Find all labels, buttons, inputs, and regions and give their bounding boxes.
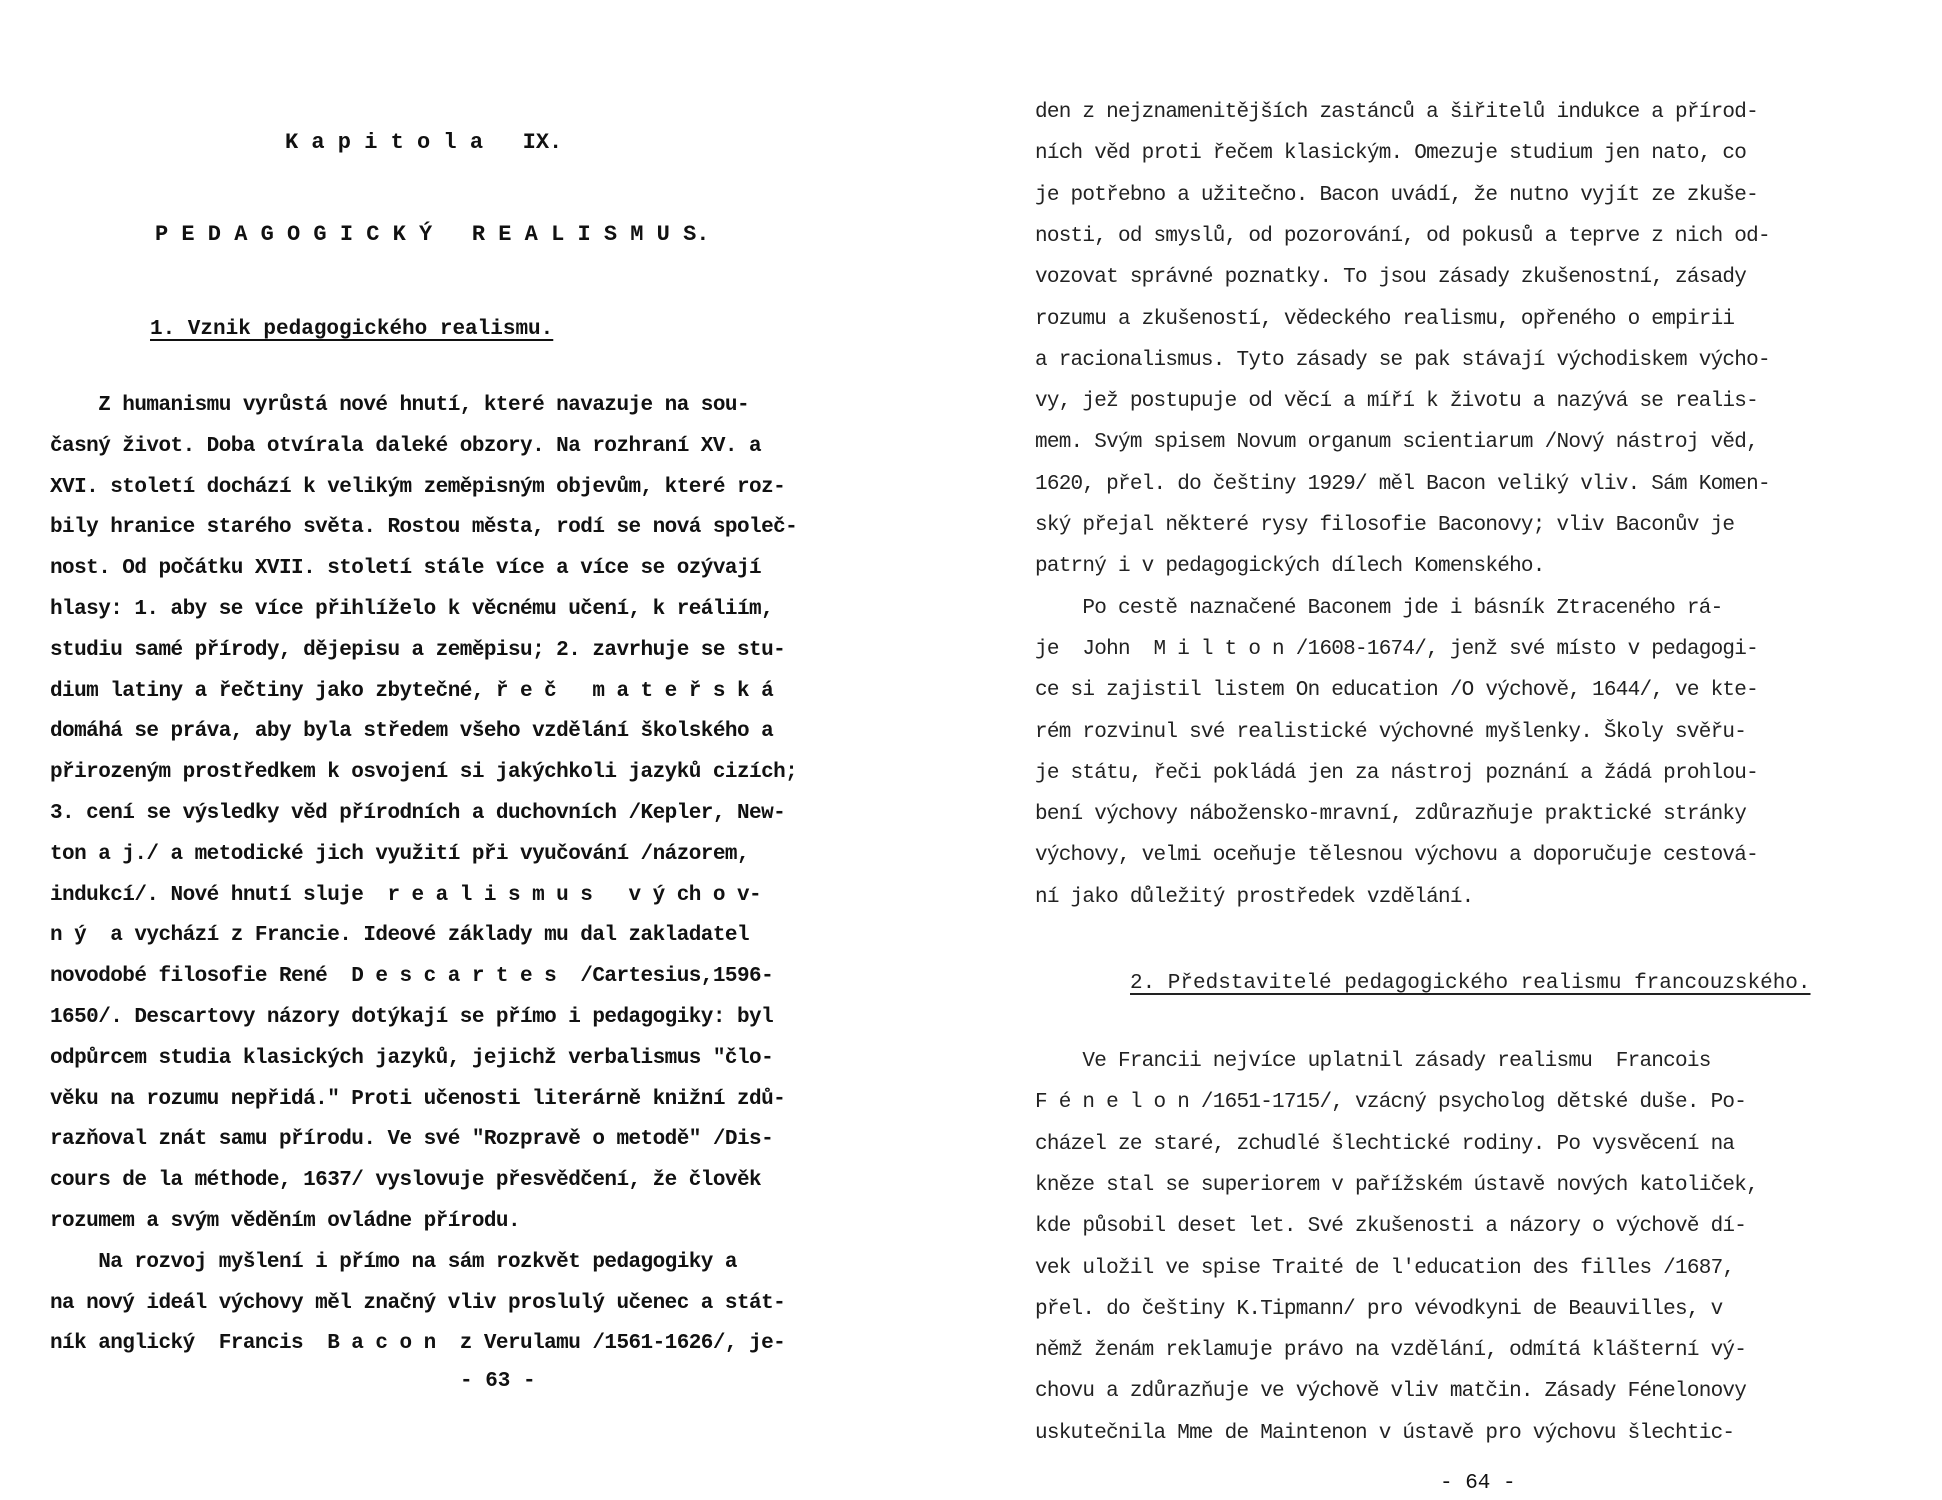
text-line: a racionalismus. Tyto zásady se pak stávají východiskem výcho-	[1035, 348, 1770, 372]
text-line: vozovat správné poznatky. To jsou zásady zkušenostní, zásady	[1035, 266, 1747, 290]
text-line: mem. Svým spisem Novum organum scientiarum /Nový nástroj věd,	[1035, 431, 1758, 455]
section-heading: 1. Vznik pedagogického realismu.	[150, 318, 554, 341]
page-number: - 64 -	[1440, 1472, 1516, 1495]
text-line: je John M i l t o n /1608-1674/, jenž své místo v pedagogi-	[1035, 637, 1758, 661]
text-line: odpůrcem studia klasických jazyků, jejichž verbalismus "člo-	[50, 1046, 774, 1070]
text-line: je potřebno a užitečno. Bacon uvádí, že nutno vyjít ze zkuše-	[1035, 183, 1758, 207]
text-line: ník anglický Francis B a c o n z Verulamu /1561-1626/, je-	[50, 1332, 786, 1356]
chapter-title: K a p i t o l a IX.	[285, 130, 563, 155]
text-line: přirozeným prostředkem k osvojení si jakýchkoli jazyků cizích;	[50, 761, 798, 785]
text-line: patrný i v pedagogických dílech Komenského.	[1035, 555, 1545, 579]
text-line: ních věd proti řečem klasickým. Omezuje studium jen nato, co	[1035, 142, 1747, 166]
section-heading: 2. Představitelé pedagogického realismu francouzského.	[1130, 972, 1811, 995]
text-line: Po cestě naznačené Baconem jde i básník Ztraceného rá-	[1035, 596, 1723, 620]
text-line: n ý a vychází z Francie. Ideové základy mu dal zakladatel	[50, 924, 750, 948]
text-line: XVI. století dochází k velikým zeměpisným objevům, které roz-	[50, 475, 786, 499]
text-line: Na rozvoj myšlení i přímo na sám rozkvět pedagogiky a	[50, 1250, 737, 1274]
text-line: rém rozvinul své realistické výchovné myšlenky. Školy svěřu-	[1035, 720, 1747, 744]
text-line: kněze stal se superiorem v pařížském ústavě nových katoliček,	[1035, 1173, 1758, 1197]
text-line: rozumu a zkušeností, vědeckého realismu, opřeného o empirii	[1035, 307, 1735, 331]
text-line: uskutečnila Mme de Maintenon v ústavě pro výchovu šlechtic-	[1035, 1421, 1735, 1445]
text-line: kde působil deset let. Své zkušenosti a názory o výchově dí-	[1035, 1215, 1747, 1239]
text-line: 1650/. Descartovy názory dotýkají se přímo i pedagogiky: byl	[50, 1006, 774, 1029]
chapter-subtitle: P E D A G O G I C K Ý R E A L I S M U S.	[155, 222, 710, 247]
text-line: domáhá se práva, aby byla středem všeho vzdělání školského a	[50, 720, 774, 744]
text-line: časný život. Doba otvírala daleké obzory. Na rozhraní XV. a	[50, 434, 762, 458]
text-line: 3. cení se výsledky věd přírodních a duchovních /Kepler, New-	[50, 802, 786, 825]
text-line: 1620, přel. do češtiny 1929/ měl Bacon veliký vliv. Sám Komen-	[1035, 472, 1770, 496]
text-line: výchovy, velmi oceňuje tělesnou výchovu a doporučuje cestová-	[1035, 844, 1758, 868]
text-line: dium latiny a řečtiny jako zbytečné, ř e č m a t e ř s k á	[50, 679, 774, 703]
right-page	[1035, 0, 1915, 1500]
left-page	[50, 0, 920, 1500]
page-number: - 63 -	[460, 1370, 536, 1393]
text-line: ce si zajistil listem On education /O výchově, 1644/, ve kte-	[1035, 679, 1758, 703]
text-line: ní jako důležitý prostředek vzdělání.	[1035, 885, 1474, 909]
text-line: novodobé filosofie René D e s c a r t e s /Cartesius,1596-	[50, 965, 774, 989]
text-line: cházel ze staré, zchudlé šlechtické rodiny. Po vysvěcení na	[1035, 1132, 1735, 1156]
text-line: cours de la méthode, 1637/ vyslovuje přesvědčení, že člověk	[50, 1169, 762, 1193]
text-line: je státu, řeči pokládá jen za nástroj poznání a žádá prohlou-	[1035, 761, 1758, 785]
text-line: razňoval znát samu přírodu. Ve své "Rozpravě o metodě" /Dis-	[50, 1128, 774, 1152]
text-line: bení výchovy nábožensko-mravní, zdůrazňuje praktické stránky	[1035, 803, 1747, 827]
text-line: vy, jež postupuje od věcí a míří k životu a nazývá se realis-	[1035, 390, 1758, 414]
text-line: hlasy: 1. aby se více přihlíželo k věcnému učení, k reáliím,	[50, 598, 774, 621]
text-line: nosti, od smyslů, od pozorování, od pokusů a teprve z nich od-	[1035, 224, 1770, 248]
text-line: studiu samé přírody, dějepisu a zeměpisu; 2. zavrhuje se stu-	[50, 638, 786, 662]
text-line: Z humanismu vyrůstá nové hnutí, které navazuje na sou-	[50, 394, 750, 417]
text-line: vek uložil ve spise Traité de l'education des filles /1687,	[1035, 1256, 1735, 1280]
text-line: Ve Francii nejvíce uplatnil zásady realismu Francois	[1035, 1050, 1711, 1073]
text-line: ský přejal některé rysy filosofie Baconovy; vliv Baconův je	[1035, 514, 1735, 537]
text-line: věku na rozumu nepřidá." Proti učenosti literárně knižní zdů-	[50, 1087, 786, 1111]
text-line: chovu a zdůrazňuje ve výchově vliv matčin. Zásady Fénelonovy	[1035, 1380, 1747, 1404]
text-line: den z nejznamenitějších zastánců a šiřitelů indukce a přírod-	[1035, 101, 1758, 124]
text-line: bily hranice starého světa. Rostou města, rodí se nová společ-	[50, 516, 798, 540]
text-line: rozumem a svým věděním ovládne přírodu.	[50, 1210, 521, 1233]
text-line: na nový ideál výchovy měl značný vliv proslulý učenec a stát-	[50, 1291, 786, 1315]
text-line: ton a j./ a metodické jich využití při vyučování /názorem,	[50, 842, 750, 866]
text-line: přel. do češtiny K.Tipmann/ pro vévodkyni de Beauvilles, v	[1035, 1297, 1723, 1321]
text-line: nost. Od počátku XVII. století stále více a více se ozývají	[50, 557, 762, 581]
text-line: F é n e l o n /1651-1715/, vzácný psycholog dětské duše. Po-	[1035, 1091, 1747, 1115]
text-line: němž ženám reklamuje právo na vzdělání, odmítá klášterní vý-	[1035, 1339, 1747, 1363]
text-line: indukcí/. Nové hnutí sluje r e a l i s m u s v ý ch o v-	[50, 883, 762, 907]
